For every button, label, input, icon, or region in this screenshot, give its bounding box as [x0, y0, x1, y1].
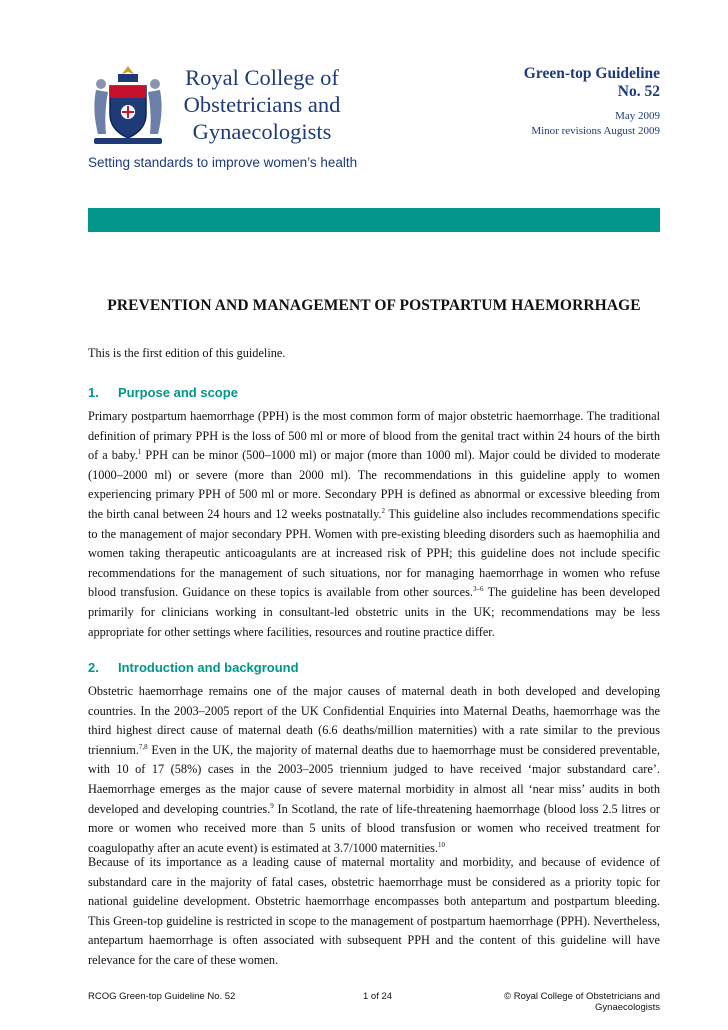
text-run: Primary postpartum haemorrhage (PPH) is the most common form of major obstetric haemorrhage. The traditional definition of primary PPH is the loss of 500 ml or more of blood from the genital tract within 24 hours of the birth of a baby. [88, 409, 660, 463]
organisation-name [172, 64, 352, 145]
reference: 7,8 [138, 742, 148, 751]
text-run: The guideline has been developed primarily for clinicians working in consultant-led obstetric units in the UK; recommendations may be less appropriate for other settings where facilities, resources and routine practice differ. [88, 585, 660, 639]
reference: 3–6 [472, 585, 484, 594]
paragraph-introduction [88, 682, 660, 858]
footer-copyright: © Royal College of Obstetricians and Gynaecologists [504, 991, 660, 1013]
section-heading-introduction [88, 660, 299, 675]
guideline-number: No. 52 [617, 83, 660, 100]
guideline-date: May 2009 [615, 110, 660, 122]
org-line-1: Royal College of [185, 65, 339, 90]
text-run: PPH can be minor (500–1000 ml) or major (more than 1000 ml). Major could be divided to moderate (1000–2000 ml) or severe (more than 2000 ml). The recommendations in this guideline apply to women experiencing primary PPH of 500 ml or more. Secondary PPH is defined as abnormal or excessive bleeding from the birth canal between 24 hours and 12 weeks postnatally. [88, 448, 660, 521]
document-title: PREVENTION AND MANAGEMENT OF POSTPARTUM HAEMORRHAGE [107, 297, 641, 314]
reference: 9 [270, 801, 274, 810]
section-number: 2. [88, 660, 99, 675]
org-line-3: Gynaecologists [192, 119, 332, 144]
section-number: 1. [88, 385, 99, 400]
text-run: Obstetric haemorrhage remains one of the major causes of maternal death in both developed and developing countries. In the 2003–2005 report of the UK Confidential Enquiries into Maternal Deaths, haemorrhage was the third highest direct cause of maternal death (6.6 deaths/million maternities) with a rate similar to the previous triennium. [88, 684, 660, 757]
section-heading-purpose [88, 385, 238, 400]
tagline: Setting standards to improve women’s health [88, 155, 358, 170]
text-run: In Scotland, the rate of life-threatening haemorrhage (blood loss 2.5 litres or more or women who received more than 5 units of blood transfusion or women who received treatment for coagulopathy after an acute event) is estimated at 3.7/1000 maternities. [88, 801, 660, 855]
section-title: Purpose and scope [118, 385, 238, 400]
paragraph-priority: Because of its importance as a leading cause of maternal mortality and morbidity, and because of evidence of substandard care in the majority of fatal cases, obstetric haemorrhage must be considered as a priority topic for national guideline development. Obstetric haemorrhage encompasses both antepartum and postpartum bleeding. This Green-top guideline is restricted in scope to the management of postpartum haemorrhage (PPH). Nevertheless, antepartum haemorrhage is often associated with subsequent PPH and the content of this guideline will have relevance for the care of these women. [88, 855, 660, 967]
reference: 10 [438, 840, 445, 849]
paragraph-purpose [88, 407, 660, 642]
reference: 1 [137, 448, 142, 457]
section-title: Introduction and background [118, 660, 299, 675]
text-run: This guideline also includes recommendations specific to the management of major secondary PPH. Women with pre-existing bleeding disorders such as haemophilia and women taking therapeutic anticoagulants are at increased risk of PPH; this guideline does not include specific recommendations for the management of such situations, nor for managing haemorrhage in women who refuse blood transfusion. Guidance on these topics is available from other sources. [88, 506, 660, 600]
reference: 2 [381, 506, 386, 515]
edition-note: This is the first edition of this guideline. [88, 346, 286, 360]
footer-page-number: 1 of 24 [363, 991, 393, 1002]
header-accent-bar [88, 208, 660, 232]
org-line-2: Obstetricians and [183, 92, 341, 117]
guideline-info [470, 65, 660, 138]
rcog-crest-logo [88, 60, 168, 150]
guideline-label: Green-top Guideline [523, 65, 660, 82]
footer-guideline: RCOG Green-top Guideline No. 52 [88, 991, 236, 1002]
guideline-revision: Minor revisions August 2009 [531, 125, 660, 137]
text-run: Even in the UK, the majority of maternal deaths due to haemorrhage must be considered preventable, with 10 of 17 (58%) cases in the 2003–2005 triennium judged to have received ‘major substandard care’. Haemorrhage emerges as the major cause of severe maternal morbidity in almost all ‘near miss’ audits in both developed and developing countries. [88, 742, 660, 816]
